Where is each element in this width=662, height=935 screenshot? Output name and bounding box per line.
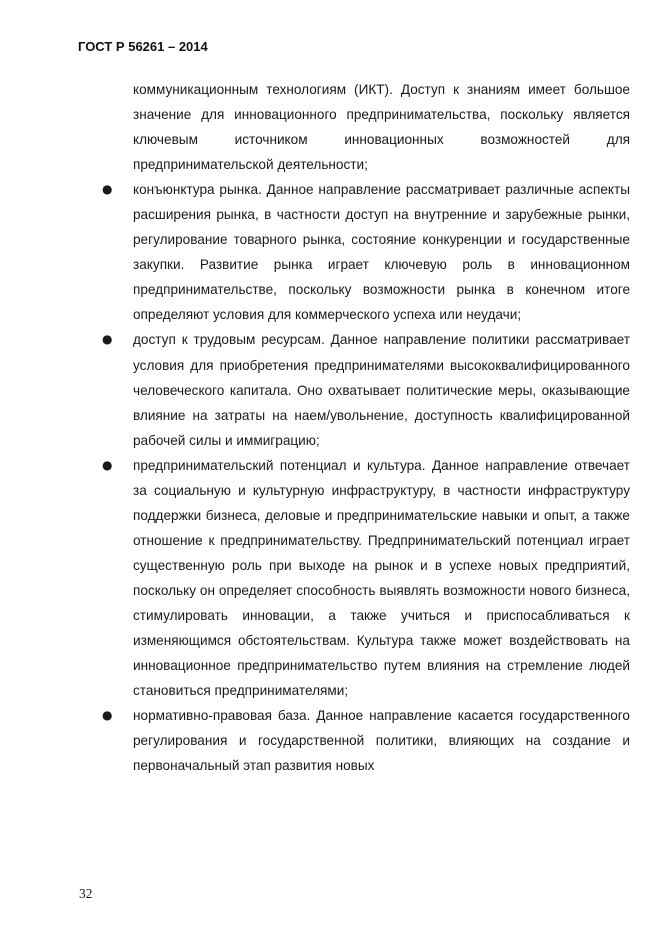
bullet-icon: ●: [102, 708, 113, 723]
continuation-paragraph: коммуникационным технологиям (ИКТ). Доступ к знаниям имеет большое значение для инновационного предпринимательства, поскольку является ключевым источником инновационных возможностей для предпринимательской деятельности;: [133, 82, 630, 173]
bullet-item: [102, 327, 630, 452]
bullet-item: [102, 177, 630, 327]
bullet-icon: ●: [102, 457, 113, 472]
bullet-text: предпринимательский потенциал и культура. Данное направление отвечает за социальную и культурную инфраструктуру, в частности инфраструктуру поддержки бизнеса, деловые и предпринимательские навыки и опыт, а также отношение к предпринимательству. Предпринимательский потенциал играет существенную роль при выходе на рынок и в успехе новых предприятий, поскольку он определяет способность выявлять возможности нового бизнеса, стимулировать инновации, а также учиться и приспосабливаться к изменяющимся обстоятельствам. Культура также может воздействовать на инновационное предпринимательство путем влияния на стремление людей становиться предпринимателями;: [133, 457, 630, 699]
bullet-item: [102, 703, 630, 778]
bullet-icon: ●: [102, 332, 113, 347]
bullet-text: доступ к трудовым ресурсам. Данное направление политики рассматривает условия для приобретения предпринимателями высококвалифицированного человеческого капитала. Оно охватывает политические меры, оказывающие влияние на затраты на наем/увольнение, доступность квалифицированной рабочей силы и иммиграцию;: [133, 332, 630, 448]
bullet-item: [102, 453, 630, 703]
bullet-icon: ●: [102, 182, 113, 197]
bullet-text: конъюнктура рынка. Данное направление рассматривает различные аспекты расширения рынка, в частности доступ на внутренние и зарубежные рынки, регулирование товарного рынка, состояние конкуренции и государственные закупки. Развитие рынка играет ключевую роль в инновационном предпринимательстве, поскольку возможности рынка в конечном итоге определяют условия для коммерческого успеха или неудачи;: [133, 182, 630, 323]
bullet-text: нормативно-правовая база. Данное направление касается государственного регулирования и государственной политики, влияющих на создание и первоначальный этап развития новых: [133, 708, 630, 774]
page-number: 32: [79, 886, 93, 901]
body-text: [102, 77, 630, 778]
document-header: ГОСТ Р 56261 – 2014: [78, 39, 208, 54]
